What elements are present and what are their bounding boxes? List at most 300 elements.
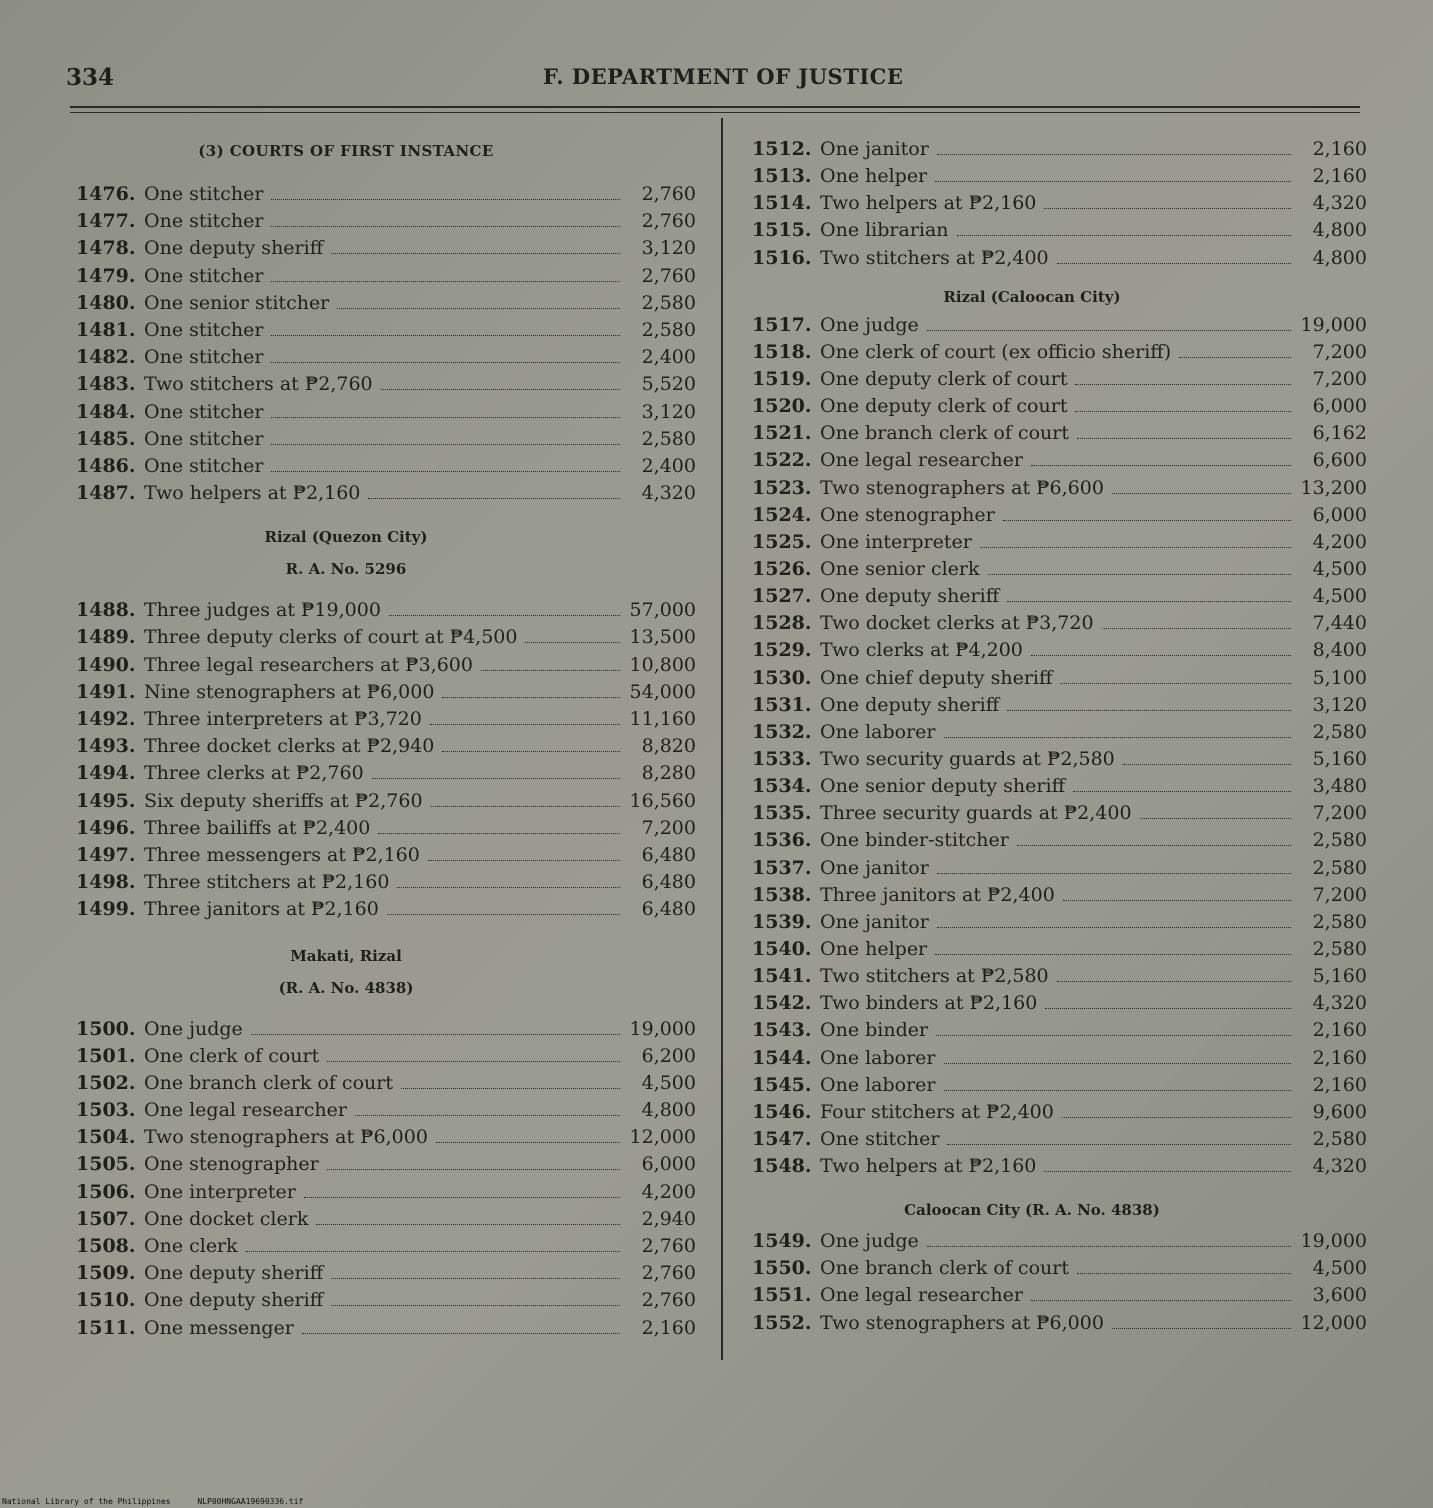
item-number: 1548. [752,1155,812,1178]
leader-dots [316,1223,620,1225]
item-number: 1525. [752,530,812,553]
item-amount: 2,580 [641,291,696,314]
item-description: One stenographer [144,1153,319,1176]
line-item [752,165,1367,192]
line-item [76,210,696,237]
item-amount: 3,120 [641,237,696,260]
item-description: Two stitchers at ₱2,400 [820,246,1049,269]
leader-dots [387,913,620,915]
leader-dots [302,1332,620,1334]
leader-dots [944,736,1291,738]
leader-dots [1077,437,1291,439]
leader-dots [271,225,620,227]
line-item [752,585,1367,612]
line-item [752,1128,1367,1155]
item-description: One laborer [820,1073,936,1096]
item-description: One judge [820,313,919,336]
item-number: 1509. [76,1262,136,1285]
item-amount: 12,000 [1300,1311,1367,1334]
leader-dots [331,252,620,254]
leader-dots [957,234,1291,236]
item-description: One legal researcher [820,449,1023,472]
footer-file: NLP00HNGAA19690336.tif [197,1497,304,1506]
item-description: Two binders at ₱2,160 [820,992,1038,1015]
line-item [752,477,1367,504]
leader-dots [1063,899,1291,901]
item-amount: 2,160 [1312,1019,1367,1042]
item-amount: 2,580 [1312,937,1367,960]
line-item [752,219,1367,246]
item-amount: 4,500 [641,1071,696,1094]
line-item [752,775,1367,802]
item-amount: 9,600 [1312,1100,1367,1123]
leader-dots [271,334,620,336]
line-item [76,265,696,292]
leader-dots [271,443,620,445]
item-amount: 4,500 [1312,557,1367,580]
item-amount: 2,580 [1312,1127,1367,1150]
leader-dots [327,1168,620,1170]
line-item [752,1047,1367,1074]
item-number: 1484. [76,400,136,423]
item-amount: 4,800 [1312,246,1367,269]
item-amount: 7,200 [1312,802,1367,825]
item-description: One laborer [820,1046,936,1069]
item-number: 1479. [76,264,136,287]
item-number: 1534. [752,775,812,798]
item-amount: 2,760 [641,183,696,205]
item-number: 1524. [752,503,812,526]
item-description: Three docket clerks at ₱2,940 [144,735,435,758]
section-title: Makati, Rizal [290,946,402,965]
item-description: One deputy sheriff [820,693,1000,716]
leader-dots [397,886,620,888]
item-description: Three messengers at ₱2,160 [144,843,420,866]
item-amount: 4,320 [1312,992,1367,1015]
leader-dots [947,1143,1291,1145]
line-item [752,992,1367,1019]
leader-dots [935,953,1291,955]
item-amount: 2,160 [1312,1046,1367,1069]
item-number: 1529. [752,639,812,662]
line-item [752,1257,1367,1284]
leader-dots [431,805,620,807]
item-description: One deputy sheriff [144,1262,324,1285]
section-title: Caloocan City (R. A. No. 4838) [904,1201,1160,1220]
line-item [752,247,1367,274]
item-description: Two stenographers at ₱6,600 [820,476,1104,499]
item-number: 1526. [752,557,812,580]
leader-dots [944,1062,1291,1064]
item-description: One deputy sheriff [144,237,324,260]
item-amount: 2,580 [1312,856,1367,879]
item-description: Two stenographers at ₱6,000 [144,1126,428,1149]
item-description: One stitcher [144,318,264,341]
item-amount: 2,160 [1312,1073,1367,1096]
line-item [76,1072,696,1099]
item-number: 1497. [76,843,136,866]
item-amount: 19,000 [1300,313,1367,336]
item-number: 1538. [752,883,812,906]
leader-dots [442,696,620,698]
leader-dots [937,872,1291,874]
item-number: 1506. [76,1180,136,1203]
line-item [752,1230,1367,1257]
item-number: 1539. [752,910,812,933]
item-description: One janitor [820,856,929,879]
leader-dots [372,777,620,779]
left-group-2 [76,599,696,925]
item-number: 1543. [752,1019,812,1042]
item-number: 1552. [752,1311,812,1334]
item-number: 1550. [752,1257,812,1280]
item-number: 1542. [752,992,812,1015]
line-item [76,292,696,319]
line-item [76,599,696,626]
item-amount: 2,760 [641,210,696,233]
leader-dots [1112,1327,1291,1329]
item-number: 1486. [76,454,136,477]
leader-dots [331,1304,620,1306]
item-amount: 2,160 [641,1316,696,1339]
item-description: Two clerks at ₱4,200 [820,639,1023,662]
line-item [76,681,696,708]
leader-dots [1062,1116,1291,1118]
line-item [752,667,1367,694]
line-item [752,531,1367,558]
line-item [76,401,696,428]
item-description: One stitcher [144,210,264,233]
line-item [752,192,1367,219]
line-item [752,748,1367,775]
item-amount: 13,500 [629,626,696,649]
leader-dots [525,641,620,643]
line-item [76,237,696,264]
leader-dots [935,180,1291,182]
line-item [752,368,1367,395]
leader-dots [927,329,1291,331]
line-item [76,1018,696,1045]
item-amount: 4,800 [641,1099,696,1122]
item-amount: 7,200 [1312,367,1367,390]
item-number: 1503. [76,1099,136,1122]
line-item [752,314,1367,341]
item-description: Three janitors at ₱2,400 [820,883,1055,906]
item-number: 1504. [76,1126,136,1149]
item-amount: 57,000 [629,599,696,622]
item-number: 1501. [76,1044,136,1067]
item-number: 1536. [752,829,812,852]
item-number: 1488. [76,599,136,622]
item-amount: 2,580 [641,427,696,450]
section-subtitle: R. A. No. 5296 [285,560,407,579]
item-amount: 6,162 [1312,422,1367,445]
item-description: One senior deputy sheriff [820,775,1066,798]
line-item [76,1289,696,1316]
item-description: One senior clerk [820,557,980,580]
line-item [76,790,696,817]
item-amount: 7,200 [641,816,696,839]
line-item [76,1153,696,1180]
leader-dots [980,546,1291,548]
right-group-2 [752,314,1367,1183]
line-item [752,1019,1367,1046]
leader-dots [1123,763,1291,765]
line-item [76,1099,696,1126]
item-description: One binder [820,1019,929,1042]
leader-dots [1057,262,1291,264]
leader-dots [1007,600,1291,602]
leader-dots [1140,817,1291,819]
line-item [752,395,1367,422]
item-number: 1514. [752,192,812,215]
item-number: 1498. [76,871,136,894]
item-amount: 8,820 [641,735,696,758]
item-number: 1551. [752,1284,812,1307]
item-number: 1495. [76,789,136,812]
leader-dots [368,497,620,499]
item-amount: 2,580 [1312,910,1367,933]
leader-dots [428,859,620,861]
item-number: 1507. [76,1207,136,1230]
section-title: Rizal (Quezon City) [264,528,428,547]
item-number: 1510. [76,1289,136,1312]
item-description: One stitcher [144,183,264,205]
item-description: Two helpers at ₱2,160 [144,482,361,505]
item-number: 1487. [76,482,136,505]
item-number: 1523. [752,476,812,499]
leader-dots [1112,492,1291,494]
item-number: 1489. [76,626,136,649]
item-number: 1511. [76,1316,136,1339]
right-group-1 [752,138,1367,274]
line-item [76,428,696,455]
item-number: 1513. [752,165,812,188]
item-number: 1502. [76,1071,136,1094]
line-item [76,1126,696,1153]
right-column [752,138,1367,1339]
line-item [752,911,1367,938]
leader-dots [937,926,1291,928]
item-description: Two stenographers at ₱6,000 [820,1311,1104,1334]
item-description: One librarian [820,219,949,242]
item-amount: 16,560 [629,789,696,812]
item-description: One stitcher [144,454,264,477]
item-amount: 6,000 [1312,503,1367,526]
leader-dots [1031,464,1291,466]
item-description: One interpreter [820,530,972,553]
item-description: Three janitors at ₱2,160 [144,898,379,921]
leader-dots [304,1196,620,1198]
item-description: One clerk [144,1235,238,1257]
item-description: One deputy clerk of court [820,367,1068,390]
item-number: 1481. [76,318,136,341]
item-description: Three deputy clerks of court at ₱4,500 [144,626,518,649]
item-number: 1478. [76,237,136,260]
item-amount: 5,520 [641,373,696,396]
leader-dots [1031,1299,1291,1301]
item-number: 1533. [752,747,812,770]
item-amount: 5,160 [1312,965,1367,988]
item-number: 1537. [752,856,812,879]
page-title: F. DEPARTMENT OF JUSTICE [543,64,904,89]
item-amount: 2,160 [1312,138,1367,160]
item-number: 1512. [752,138,812,160]
item-number: 1483. [76,373,136,396]
item-description: One stitcher [820,1127,940,1150]
line-item [752,1312,1367,1339]
leader-dots [1102,627,1291,629]
item-amount: 2,580 [1312,720,1367,743]
item-description: One legal researcher [144,1099,347,1122]
leader-dots [271,470,620,472]
item-description: One stitcher [144,346,264,369]
item-number: 1516. [752,246,812,269]
section-title: Rizal (Caloocan City) [943,287,1121,306]
line-item [76,871,696,898]
item-description: Two stitchers at ₱2,760 [144,373,373,396]
leader-dots [251,1033,620,1035]
item-number: 1549. [752,1230,812,1253]
item-description: One judge [820,1230,919,1253]
item-amount: 6,600 [1312,449,1367,472]
leader-dots [936,1034,1291,1036]
leader-dots [1007,709,1291,711]
header-rule-thin [70,112,1360,113]
line-item [752,829,1367,856]
line-item [76,708,696,735]
line-item [752,694,1367,721]
item-description: One branch clerk of court [144,1071,393,1094]
footer [2,1497,325,1506]
item-description: Three bailiffs at ₱2,400 [144,816,371,839]
item-number: 1517. [752,313,812,336]
item-description: One messenger [144,1316,294,1339]
item-number: 1546. [752,1100,812,1123]
item-description: Two security guards at ₱2,580 [820,747,1115,770]
item-number: 1520. [752,395,812,418]
leader-dots [436,1141,620,1143]
item-description: One janitor [820,138,929,160]
leader-dots [1003,519,1291,521]
section-subtitle: (R. A. No. 4838) [278,978,414,997]
leader-dots [1075,410,1291,412]
item-number: 1530. [752,666,812,689]
item-amount: 3,600 [1312,1284,1367,1307]
line-item [76,626,696,653]
item-amount: 2,940 [641,1207,696,1230]
item-description: Three judges at ₱19,000 [144,599,381,622]
line-item [76,1181,696,1208]
item-description: Two helpers at ₱2,160 [820,1155,1037,1178]
item-amount: 4,320 [1312,1155,1367,1178]
item-description: One senior stitcher [144,291,330,314]
leader-dots [1060,682,1291,684]
leader-dots [327,1060,620,1062]
item-description: One stenographer [820,503,995,526]
leader-dots [927,1245,1291,1247]
item-description: One chief deputy sheriff [820,666,1053,689]
item-amount: 2,400 [641,346,696,369]
leader-dots [937,153,1291,155]
leader-dots [271,280,620,282]
item-amount: 4,200 [1312,530,1367,553]
leader-dots [1031,654,1291,656]
line-item [752,504,1367,531]
item-number: 1544. [752,1046,812,1069]
leader-dots [1017,844,1291,846]
left-group-3 [76,1018,696,1344]
item-number: 1480. [76,291,136,314]
item-number: 1540. [752,937,812,960]
right-group-3 [752,1230,1367,1339]
line-item [752,721,1367,748]
leader-dots [381,388,620,390]
line-item [76,762,696,789]
item-amount: 4,500 [1312,1257,1367,1280]
item-amount: 2,400 [641,454,696,477]
line-item [752,965,1367,992]
leader-dots [1057,980,1291,982]
line-item [752,422,1367,449]
leader-dots [271,416,620,418]
item-number: 1499. [76,898,136,921]
line-item [752,1074,1367,1101]
item-description: Six deputy sheriffs at ₱2,760 [144,789,423,812]
item-description: Three security guards at ₱2,400 [820,802,1132,825]
item-amount: 12,000 [629,1126,696,1149]
line-item [76,455,696,482]
leader-dots [988,573,1291,575]
item-description: One branch clerk of court [820,1257,1069,1280]
line-item [752,802,1367,829]
item-description: One binder-stitcher [820,829,1009,852]
item-number: 1492. [76,708,136,730]
item-number: 1482. [76,346,136,369]
item-amount: 2,580 [641,318,696,341]
item-description: Two docket clerks at ₱3,720 [820,612,1094,635]
item-number: 1476. [76,183,136,205]
line-item [76,1262,696,1289]
item-number: 1535. [752,802,812,825]
item-description: One stitcher [144,264,264,287]
line-item [752,639,1367,666]
leader-dots [481,669,620,671]
footer-library: National Library of the Philippines [2,1497,171,1506]
leader-dots [355,1114,620,1116]
item-number: 1485. [76,427,136,450]
column-divider [721,118,723,1360]
line-item [76,898,696,925]
item-number: 1532. [752,720,812,743]
left-group-1 [76,183,696,509]
item-number: 1518. [752,340,812,363]
item-amount: 4,200 [641,1180,696,1203]
item-description: Four stitchers at ₱2,400 [820,1100,1054,1123]
item-amount: 2,760 [641,1289,696,1312]
leader-dots [442,750,620,752]
item-number: 1493. [76,735,136,758]
item-amount: 3,120 [641,400,696,423]
line-item [752,1101,1367,1128]
line-item [76,183,696,210]
item-amount: 8,400 [1312,639,1367,662]
leader-dots [1073,790,1291,792]
left-column [76,135,696,1344]
line-item [752,938,1367,965]
item-amount: 6,200 [641,1044,696,1067]
item-amount: 11,160 [629,708,696,730]
